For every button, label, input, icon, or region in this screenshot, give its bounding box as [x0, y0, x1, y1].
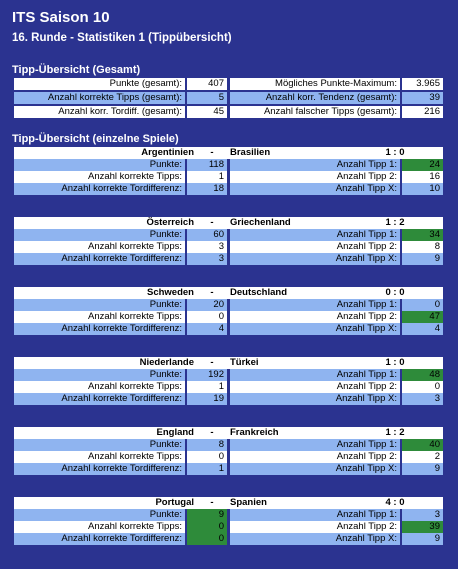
tip-value: 16 [402, 171, 443, 183]
tip-label: Anzahl Tipp 1: [230, 299, 400, 311]
stat-label: Anzahl korrekte Tordifferenz: [14, 253, 185, 265]
stat-value: 118 [187, 159, 227, 171]
vs-separator: - [197, 357, 227, 369]
stat-label: Anzahl korrekte Tipps: [14, 311, 185, 323]
match-result: 1 : 2 [347, 217, 443, 229]
team-home: Portugal [14, 497, 197, 509]
overall-label: Mögliches Punkte-Maximum: [230, 78, 400, 90]
tip-value: 24 [402, 159, 443, 171]
stat-label: Punkte: [14, 229, 185, 241]
tip-label: Anzahl Tipp 1: [230, 229, 400, 241]
tip-label: Anzahl Tipp 2: [230, 171, 400, 183]
stat-label: Punkte: [14, 299, 185, 311]
tip-value: 47 [402, 311, 443, 323]
stat-value: 0 [187, 521, 227, 533]
stat-label: Punkte: [14, 369, 185, 381]
stat-label: Punkte: [14, 509, 185, 521]
team-home: Argentinien [14, 147, 197, 159]
match-result: 1 : 2 [347, 427, 443, 439]
tip-label: Anzahl Tipp 1: [230, 439, 400, 451]
overall-value: 216 [402, 106, 443, 118]
stat-value: 4 [187, 323, 227, 335]
page-title: ITS Saison 10 [12, 9, 110, 26]
team-home: England [14, 427, 197, 439]
tip-label: Anzahl Tipp 2: [230, 311, 400, 323]
stat-label: Anzahl korrekte Tordifferenz: [14, 533, 185, 545]
tip-label: Anzahl Tipp X: [230, 183, 400, 195]
overall-label: Anzahl korrekte Tipps (gesamt): [14, 92, 185, 104]
tip-label: Anzahl Tipp 1: [230, 159, 400, 171]
stat-label: Anzahl korrekte Tipps: [14, 241, 185, 253]
tip-value: 39 [402, 521, 443, 533]
stat-value: 3 [187, 241, 227, 253]
team-home: Schweden [14, 287, 197, 299]
vs-separator: - [197, 497, 227, 509]
vs-separator: - [197, 217, 227, 229]
tip-label: Anzahl Tipp X: [230, 463, 400, 475]
stat-value: 19 [187, 393, 227, 405]
overall-label: Anzahl korr. Tendenz (gesamt): [230, 92, 400, 104]
match-result: 0 : 0 [347, 287, 443, 299]
team-home: Niederlande [14, 357, 197, 369]
tip-value: 3 [402, 509, 443, 521]
stat-value: 60 [187, 229, 227, 241]
match-result: 1 : 0 [347, 357, 443, 369]
stat-value: 0 [187, 451, 227, 463]
tip-value: 34 [402, 229, 443, 241]
overall-value: 5 [187, 92, 227, 104]
tip-label: Anzahl Tipp 2: [230, 241, 400, 253]
tip-value: 10 [402, 183, 443, 195]
overall-heading: Tipp-Übersicht (Gesamt) [12, 64, 141, 76]
stat-value: 0 [187, 533, 227, 545]
tip-value: 48 [402, 369, 443, 381]
tip-label: Anzahl Tipp 1: [230, 509, 400, 521]
stat-label: Anzahl korrekte Tordifferenz: [14, 393, 185, 405]
tip-value: 0 [402, 381, 443, 393]
stat-value: 18 [187, 183, 227, 195]
tip-label: Anzahl Tipp 2: [230, 381, 400, 393]
team-away: Griechenland [227, 217, 347, 229]
team-away: Brasilien [227, 147, 347, 159]
stat-value: 0 [187, 311, 227, 323]
stat-label: Anzahl korrekte Tordifferenz: [14, 183, 185, 195]
tip-label: Anzahl Tipp X: [230, 533, 400, 545]
tip-label: Anzahl Tipp X: [230, 253, 400, 265]
stat-label: Punkte: [14, 159, 185, 171]
tip-label: Anzahl Tipp 2: [230, 521, 400, 533]
team-home: Österreich [14, 217, 197, 229]
overall-value: 407 [187, 78, 227, 90]
overall-label: Anzahl falscher Tipps (gesamt): [230, 106, 400, 118]
stat-value: 9 [187, 509, 227, 521]
vs-separator: - [197, 287, 227, 299]
stat-label: Anzahl korrekte Tipps: [14, 381, 185, 393]
tip-label: Anzahl Tipp X: [230, 323, 400, 335]
tip-label: Anzahl Tipp 1: [230, 369, 400, 381]
tip-value: 3 [402, 393, 443, 405]
tip-value: 9 [402, 253, 443, 265]
tip-value: 2 [402, 451, 443, 463]
page-subtitle: 16. Runde - Statistiken 1 (Tippübersicht) [12, 32, 232, 44]
tip-value: 40 [402, 439, 443, 451]
stat-label: Anzahl korrekte Tipps: [14, 521, 185, 533]
stat-value: 1 [187, 381, 227, 393]
match-result: 1 : 0 [347, 147, 443, 159]
stat-label: Anzahl korrekte Tipps: [14, 451, 185, 463]
tip-label: Anzahl Tipp X: [230, 393, 400, 405]
tip-value: 9 [402, 463, 443, 475]
overall-value: 45 [187, 106, 227, 118]
stat-label: Anzahl korrekte Tordifferenz: [14, 463, 185, 475]
tip-value: 9 [402, 533, 443, 545]
vs-separator: - [197, 147, 227, 159]
tip-label: Anzahl Tipp 2: [230, 451, 400, 463]
stat-value: 3 [187, 253, 227, 265]
stat-value: 1 [187, 463, 227, 475]
overall-label: Punkte (gesamt): [14, 78, 185, 90]
stat-value: 1 [187, 171, 227, 183]
vs-separator: - [197, 427, 227, 439]
match-result: 4 : 0 [347, 497, 443, 509]
tip-value: 4 [402, 323, 443, 335]
team-away: Türkei [227, 357, 347, 369]
stat-value: 192 [187, 369, 227, 381]
overall-label: Anzahl korr. Tordiff. (gesamt): [14, 106, 185, 118]
stat-label: Anzahl korrekte Tipps: [14, 171, 185, 183]
games-heading: Tipp-Übersicht (einzelne Spiele) [12, 133, 179, 145]
tip-value: 0 [402, 299, 443, 311]
tip-value: 8 [402, 241, 443, 253]
team-away: Frankreich [227, 427, 347, 439]
overall-value: 39 [402, 92, 443, 104]
team-away: Deutschland [227, 287, 347, 299]
stat-value: 8 [187, 439, 227, 451]
overall-value: 3.965 [402, 78, 443, 90]
stat-label: Punkte: [14, 439, 185, 451]
team-away: Spanien [227, 497, 347, 509]
stat-label: Anzahl korrekte Tordifferenz: [14, 323, 185, 335]
stat-value: 20 [187, 299, 227, 311]
